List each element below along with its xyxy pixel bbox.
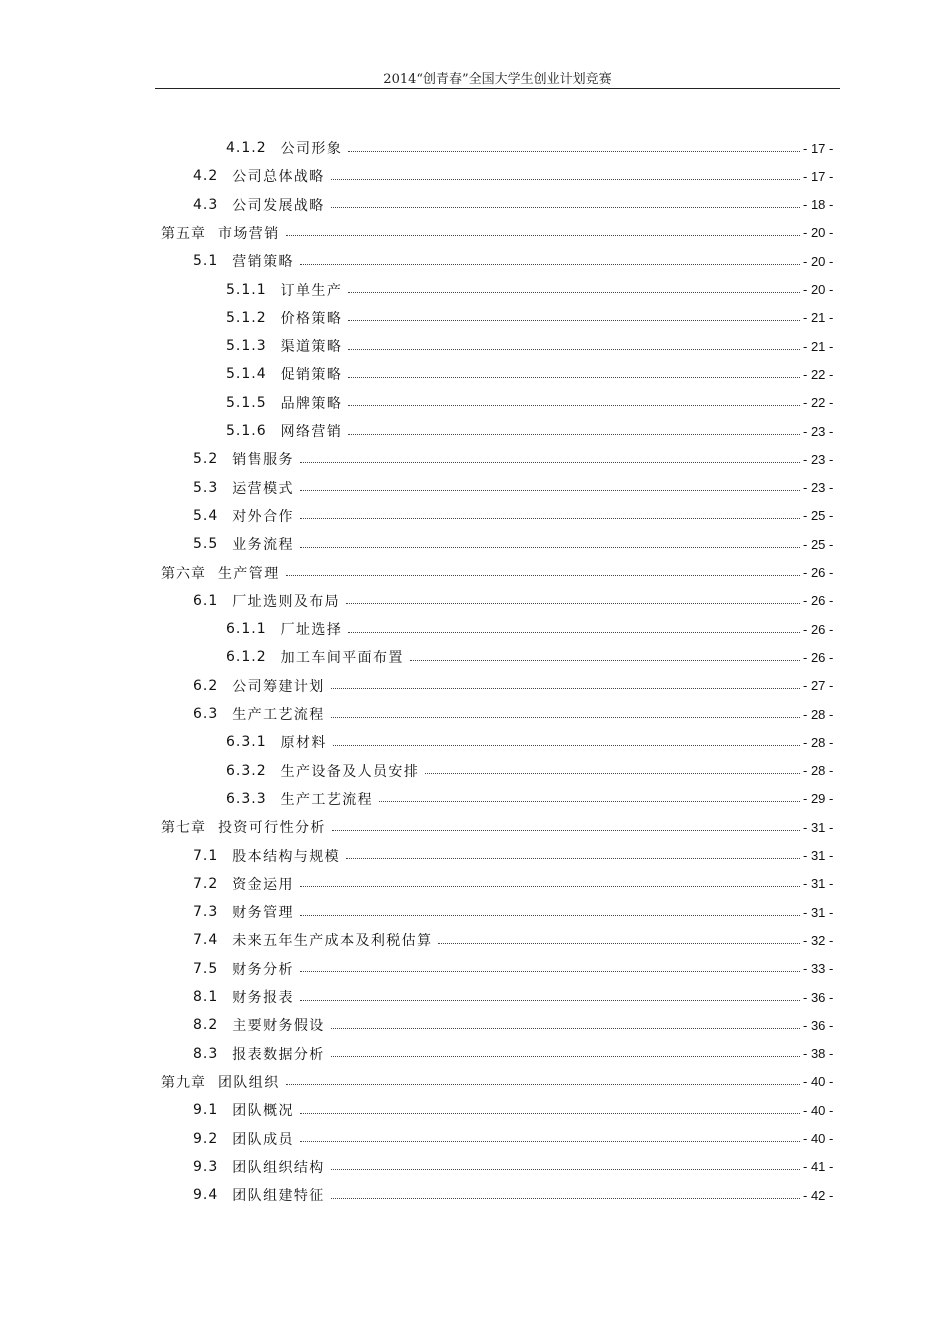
toc-entry[interactable] (0, 728, 950, 756)
toc-entry-page: - 33 - (803, 961, 834, 977)
toc-entry[interactable] (0, 276, 950, 304)
toc-entry-number: 7.4 (193, 932, 219, 949)
toc-entry[interactable] (0, 162, 950, 190)
toc-dot-leader (332, 830, 800, 831)
toc-entry-line (193, 676, 839, 696)
toc-dot-leader (300, 462, 800, 463)
toc-dot-leader (379, 801, 800, 802)
toc-entry-page: - 23 - (803, 423, 834, 439)
toc-entry-title: 对外合作 (232, 508, 294, 525)
toc-entry-number: 7.2 (193, 875, 219, 892)
toc-entry[interactable] (0, 870, 950, 898)
toc-dot-leader (348, 405, 800, 406)
toc-entry-number: 4.1.2 (226, 140, 267, 156)
toc-entry-page: - 28 - (803, 763, 834, 779)
toc-entry-line (193, 1185, 839, 1205)
toc-entry-page: - 26 - (803, 593, 834, 609)
toc-entry-line (226, 619, 839, 639)
toc-dot-leader (331, 688, 800, 689)
toc-entry-page: - 21 - (803, 338, 834, 354)
toc-entry-number: 9.1 (193, 1102, 219, 1119)
toc-entry[interactable] (0, 247, 950, 275)
toc-entry-title: 渠道策略 (280, 339, 343, 356)
toc-entry-line (226, 421, 839, 441)
toc-entry-title: 未来五年生产成本及利税估算 (232, 933, 433, 950)
toc-entry-title: 运营模式 (232, 480, 294, 497)
toc-entry-title: 价格策略 (280, 310, 343, 327)
toc-entry-title: 生产工艺流程 (280, 791, 374, 808)
toc-entry-line (226, 280, 839, 300)
toc-entry[interactable] (0, 983, 950, 1011)
toc-dot-leader (331, 1028, 800, 1029)
toc-entry-page: - 28 - (803, 706, 834, 722)
toc-entry-title: 资金运用 (232, 876, 294, 893)
toc-entry-title: 原材料 (280, 735, 327, 752)
toc-entry-line (226, 647, 839, 667)
toc-entry-title: 团队概况 (232, 1103, 294, 1120)
toc-entry-page: - 26 - (803, 621, 834, 637)
toc-entry-number: 8.2 (193, 1017, 219, 1034)
toc-entry-number: 6.1.2 (226, 649, 267, 666)
toc-entry-title: 加工车间平面布置 (280, 650, 404, 667)
toc-dot-leader (333, 745, 800, 746)
toc-entry-line (193, 1100, 839, 1120)
toc-entry-line (161, 223, 839, 243)
toc-entry-title: 生产设备及人员安排 (280, 763, 420, 780)
toc-entry[interactable] (0, 1181, 950, 1209)
toc-entry-number: 5.1.1 (226, 281, 267, 298)
toc-entry-page: - 27 - (803, 678, 834, 694)
toc-dot-leader (300, 1000, 800, 1001)
toc-entry-number: 7.1 (193, 847, 219, 864)
toc-entry-title: 主要财务假设 (232, 1018, 325, 1035)
toc-entry-page: - 26 - (803, 565, 834, 580)
toc-dot-leader (348, 292, 800, 293)
toc-entry-line (226, 138, 839, 158)
toc-entry-number: 7.5 (193, 960, 219, 977)
toc-dot-leader (348, 320, 800, 321)
toc-entry-page: - 38 - (803, 1046, 834, 1062)
toc-entry-number: 6.3.3 (226, 790, 267, 807)
toc-entry[interactable] (0, 926, 950, 954)
toc-dot-leader (300, 518, 800, 519)
toc-entry-number: 9.4 (193, 1187, 219, 1204)
toc-entry[interactable] (0, 559, 950, 587)
toc-entry-line (193, 506, 839, 526)
toc-dot-leader (348, 632, 800, 633)
toc-entry-page: - 17 - (803, 168, 834, 184)
toc-entry-number: 5.1.2 (226, 309, 267, 326)
toc-entry[interactable] (0, 757, 950, 785)
toc-entry[interactable] (0, 643, 950, 671)
toc-entry-line (161, 817, 839, 837)
toc-dot-leader (331, 1169, 800, 1170)
toc-entry-page: - 40 - (803, 1074, 834, 1090)
toc-entry[interactable] (0, 813, 950, 841)
toc-entry-title: 财务管理 (232, 905, 294, 922)
toc-entry-title: 财务报表 (232, 990, 294, 1006)
toc-entry-number: 9.2 (193, 1130, 219, 1147)
toc-entry-number: 5.1.4 (226, 366, 267, 383)
page-header-title: 2014“创青春”全国大学生创业计划竞赛 (383, 72, 612, 87)
toc-entry[interactable] (0, 1125, 950, 1153)
toc-entry-number: 9.3 (193, 1158, 219, 1175)
toc-entry[interactable] (0, 134, 950, 162)
toc-entry-title: 团队组织结构 (232, 1159, 325, 1176)
toc-entry[interactable] (0, 304, 950, 332)
toc-entry-number: 6.3.2 (226, 762, 267, 779)
toc-dot-leader (300, 971, 800, 972)
toc-dot-leader (300, 1113, 800, 1114)
toc-entry-title: 订单生产 (280, 282, 343, 299)
toc-entry-line (193, 987, 839, 1007)
toc-entry-title: 促销策略 (280, 367, 343, 384)
toc-entry-line (193, 478, 839, 498)
toc-entry-line (193, 902, 839, 922)
toc-dot-leader (286, 575, 800, 576)
toc-entry[interactable] (0, 191, 950, 219)
toc-entry-title: 生产管理 (218, 565, 280, 582)
toc-entry[interactable] (0, 219, 950, 247)
toc-entry-number: 6.3.1 (226, 734, 267, 751)
toc-entry-page: - 40 - (803, 1102, 834, 1118)
toc-entry-number: 4.2 (193, 168, 219, 185)
toc-entry-line (193, 1015, 839, 1035)
toc-entry[interactable] (0, 360, 950, 388)
toc-entry-title: 厂址选则及布局 (232, 593, 341, 610)
toc-dot-leader (438, 943, 800, 944)
toc-entry-page: - 21 - (803, 310, 834, 326)
toc-entry-title: 厂址选择 (280, 622, 343, 639)
toc-entry[interactable] (0, 587, 950, 615)
toc-entry[interactable] (0, 389, 950, 417)
toc-entry-line (226, 336, 839, 356)
toc-entry-page: - 23 - (803, 480, 834, 496)
toc-entry[interactable] (0, 842, 950, 870)
toc-entry-line (193, 534, 839, 554)
toc-entry-page: - 26 - (803, 649, 834, 665)
toc-dot-leader (300, 1141, 800, 1142)
toc-entry-line (193, 1044, 839, 1064)
header-divider (155, 88, 840, 89)
toc-entry[interactable] (0, 502, 950, 530)
toc-entry[interactable] (0, 474, 950, 502)
toc-entry-line (226, 789, 839, 809)
toc-entry-line (193, 166, 839, 186)
toc-entry-line (193, 959, 839, 979)
toc-entry-page: - 20 - (803, 282, 834, 297)
toc-entry-number: 6.3 (193, 706, 219, 722)
toc-entry-page: - 18 - (803, 197, 834, 213)
toc-entry[interactable] (0, 898, 950, 926)
toc-dot-leader (331, 717, 800, 718)
toc-entry-number: 7.3 (193, 904, 219, 921)
toc-entry-number: 8.3 (193, 1045, 219, 1062)
toc-entry-page: - 29 - (803, 791, 834, 807)
toc-entry[interactable] (0, 1096, 950, 1124)
toc-dot-leader (348, 151, 800, 152)
toc-entry[interactable] (0, 1153, 950, 1181)
toc-entry-page: - 22 - (803, 366, 834, 382)
toc-entry-line (193, 195, 839, 215)
toc-entry-number: 5.5 (193, 536, 219, 553)
toc-entry-number: 6.1.1 (226, 621, 267, 638)
toc-entry-line (193, 449, 839, 469)
toc-dot-leader (300, 264, 800, 265)
toc-dot-leader (348, 434, 800, 435)
toc-entry-line (161, 1072, 839, 1092)
toc-entry-title: 销售服务 (232, 452, 294, 469)
toc-dot-leader (331, 1198, 800, 1199)
toc-entry[interactable] (0, 1068, 950, 1096)
toc-entry-page: - 36 - (803, 989, 834, 1005)
toc-entry-line (193, 930, 839, 950)
toc-entry-title: 公司筹建计划 (232, 678, 325, 695)
toc-entry-number: 5.1 (193, 253, 219, 270)
toc-entry-number: 4.3 (193, 196, 219, 213)
toc-entry-number: 5.4 (193, 507, 219, 524)
toc-entry-number: 5.1.5 (226, 394, 267, 411)
toc-entry-page: - 31 - (803, 876, 834, 892)
toc-entry-page: - 17 - (803, 140, 834, 156)
toc-entry-page: - 25 - (803, 508, 834, 524)
toc-entry[interactable] (0, 445, 950, 473)
toc-entry-line (193, 1129, 839, 1149)
toc-entry-number: 第六章 (161, 565, 206, 582)
toc-dot-leader (331, 207, 800, 208)
toc-entry-number: 6.1 (193, 592, 219, 609)
toc-entry[interactable] (0, 700, 950, 728)
toc-entry-number: 5.2 (193, 451, 219, 468)
toc-entry-title: 公司总体战略 (232, 169, 325, 186)
toc-entry-line (193, 874, 839, 894)
toc-entry[interactable] (0, 530, 950, 558)
toc-entry-page: - 40 - (803, 1131, 834, 1146)
toc-dot-leader (425, 773, 800, 774)
toc-entry-page: - 41 - (803, 1159, 834, 1175)
toc-dot-leader (346, 603, 800, 604)
toc-entry-page: - 31 - (803, 819, 834, 835)
toc-entry-page: - 22 - (803, 395, 834, 411)
toc-entry-line (226, 393, 839, 413)
toc-dot-leader (331, 179, 800, 180)
toc-entry[interactable] (0, 1011, 950, 1039)
toc-entry-page: - 28 - (803, 734, 834, 750)
toc-entry-number: 6.2 (193, 677, 219, 694)
toc-entry-page: - 25 - (803, 536, 834, 552)
toc-entry-page: - 42 - (803, 1187, 834, 1203)
toc-entry-title: 市场营销 (218, 225, 280, 242)
toc-entry-line (193, 846, 839, 866)
toc-entry-title: 品牌策略 (280, 395, 343, 412)
toc-entry-title: 报表数据分析 (232, 1046, 325, 1063)
toc-dot-leader (300, 490, 800, 491)
toc-entry-page: - 31 - (803, 904, 834, 920)
toc-entry-number: 第五章 (161, 225, 206, 242)
toc-entry-title: 生产工艺流程 (232, 707, 325, 723)
toc-entry-line (193, 591, 839, 611)
toc-entry-page: - 20 - (803, 253, 834, 269)
toc-entry-page: - 31 - (803, 848, 834, 863)
toc-entry[interactable] (0, 615, 950, 643)
toc-entry-title: 股本结构与规模 (232, 848, 341, 865)
toc-entry-title: 网络营销 (280, 424, 343, 440)
toc-entry-page: - 23 - (803, 451, 834, 467)
toc-entry-line (193, 1157, 839, 1177)
toc-entry[interactable] (0, 332, 950, 360)
toc-dot-leader (300, 886, 800, 887)
toc-entry-title: 团队组织 (218, 1074, 280, 1091)
toc-entry-title: 营销策略 (232, 254, 294, 271)
toc-entry-line (226, 364, 839, 384)
toc-entry-number: 5.1.6 (226, 423, 267, 439)
toc-entry-number: 第七章 (161, 820, 206, 837)
toc-entry-number: 5.3 (193, 479, 219, 496)
toc-dot-leader (331, 1056, 800, 1057)
toc-dot-leader (286, 1084, 800, 1085)
toc-entry-line (226, 761, 839, 781)
toc-entry-page: - 36 - (803, 1017, 834, 1033)
toc-entry[interactable] (0, 1040, 950, 1068)
toc-entry-page: - 20 - (803, 225, 834, 241)
toc-entry-number: 8.1 (193, 989, 219, 1005)
toc-entry-title: 公司形象 (280, 141, 343, 157)
toc-entry[interactable] (0, 417, 950, 445)
toc-entry-line (226, 308, 839, 328)
toc-dot-leader (300, 547, 800, 548)
toc-entry-title: 团队组建特征 (232, 1188, 325, 1205)
toc-entry-title: 财务分析 (232, 961, 294, 978)
toc-dot-leader (300, 915, 800, 916)
toc-dot-leader (348, 377, 800, 378)
toc-dot-leader (410, 660, 800, 661)
toc-entry[interactable] (0, 672, 950, 700)
toc-dot-leader (286, 235, 800, 236)
toc-entry-title: 投资可行性分析 (218, 820, 326, 837)
toc-entry-title: 团队成员 (232, 1131, 294, 1148)
toc-entry-number: 5.1.3 (226, 338, 267, 355)
toc-entry-line (161, 563, 839, 583)
toc-dot-leader (348, 349, 800, 350)
toc-entry-line (193, 251, 839, 271)
toc-entry-line (226, 732, 839, 752)
toc-entry[interactable] (0, 955, 950, 983)
toc-entry-title: 公司发展战略 (232, 197, 325, 214)
toc-entry-line (193, 704, 839, 724)
toc-entry-number: 第九章 (161, 1074, 206, 1091)
toc-entry[interactable] (0, 785, 950, 813)
toc-dot-leader (346, 858, 800, 859)
toc-entry-page: - 32 - (803, 932, 834, 948)
toc-entry-title: 业务流程 (232, 537, 294, 554)
